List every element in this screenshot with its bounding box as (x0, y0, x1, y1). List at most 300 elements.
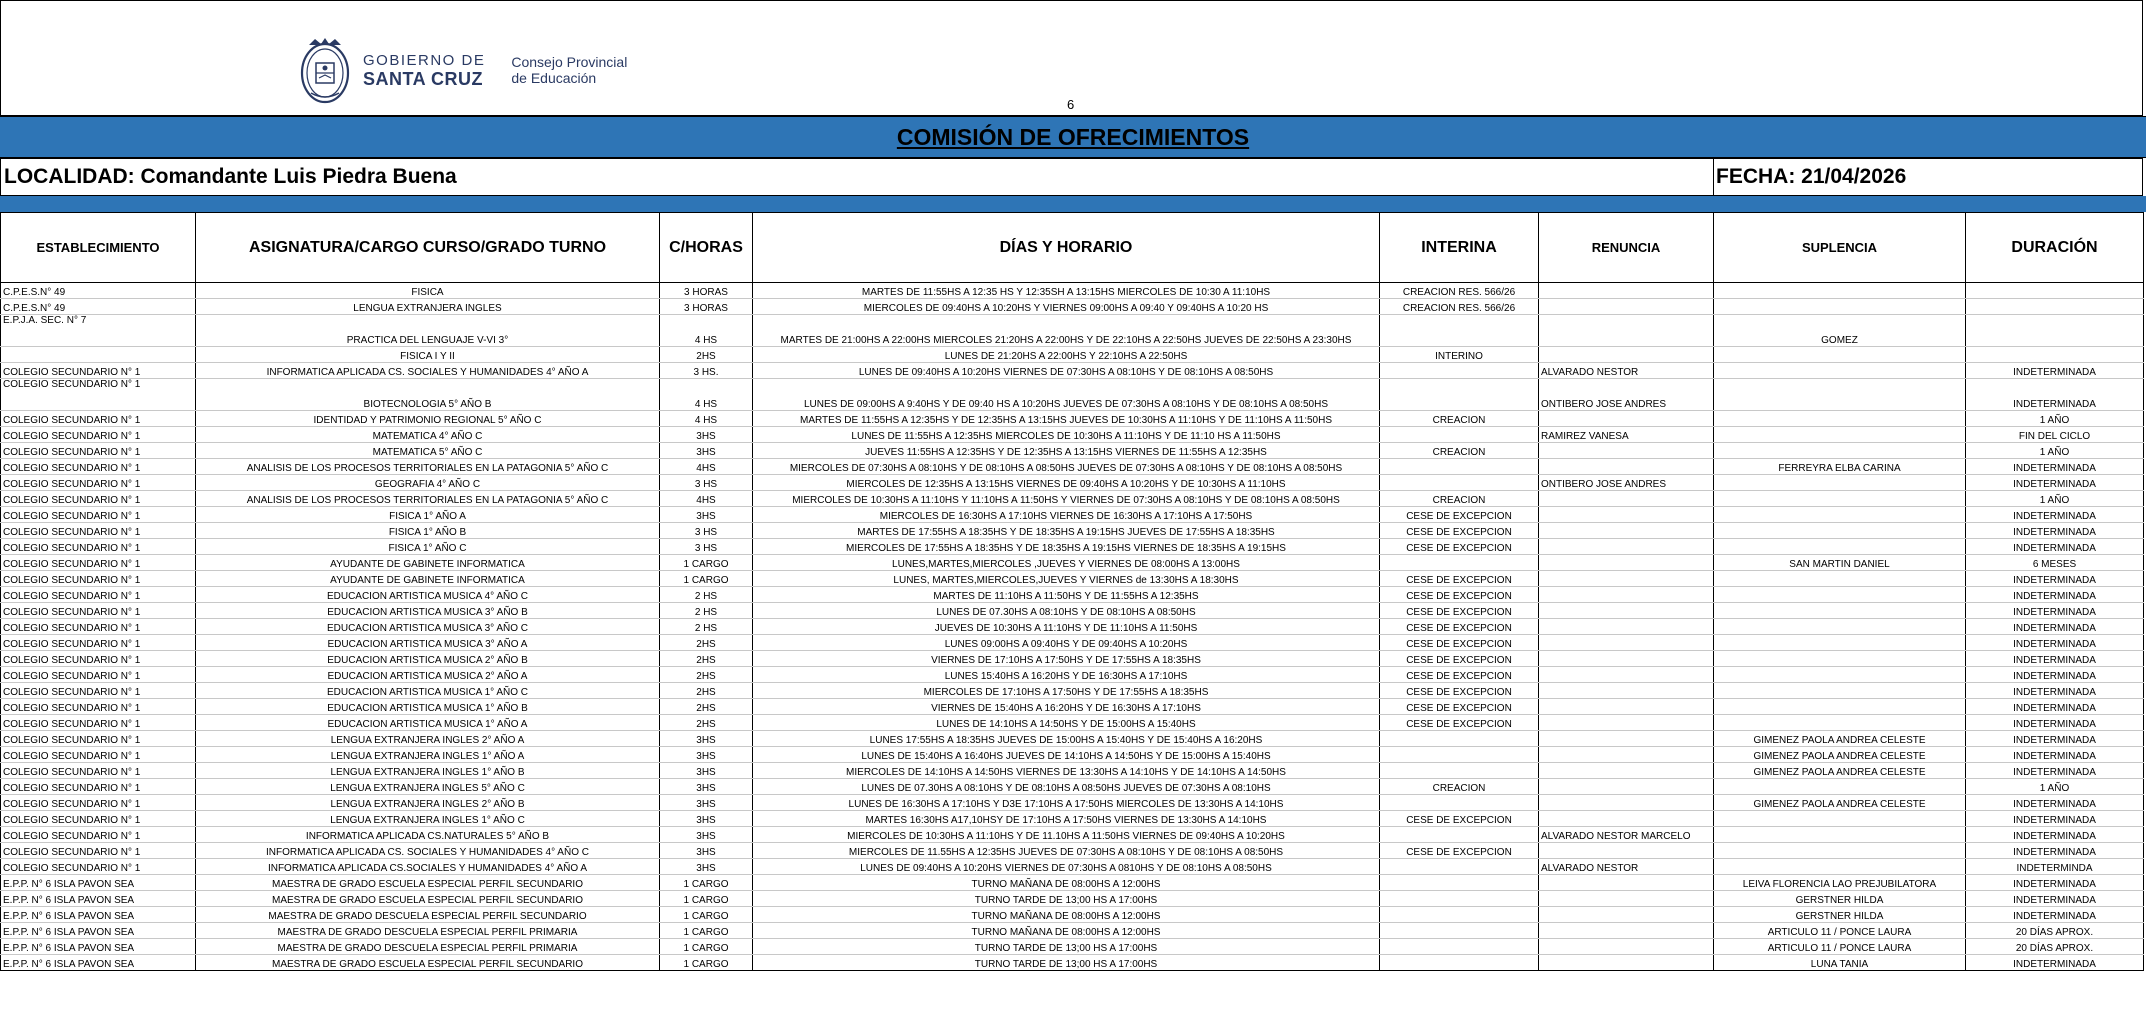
interina-cell (1380, 363, 1539, 379)
suplencia-cell (1714, 587, 1966, 603)
asignatura-cell: FISICA 1° AÑO A (196, 507, 660, 523)
table-row (1, 491, 2144, 507)
suplencia-cell: GERSTNER HILDA (1714, 907, 1966, 923)
column-header: C/HORAS (660, 213, 753, 283)
renuncia-cell: ALVARADO NESTOR (1539, 363, 1714, 379)
horario-cell: LUNES DE 09:00HS A 9:40HS Y DE 09:40 HS A 10:20HS JUEVES DE 07:30HS A 08:10HS Y DE 08:10HS A 08:50HS (753, 379, 1380, 411)
suplencia-cell (1714, 427, 1966, 443)
horas-cell: 3 HS. (660, 363, 753, 379)
table-row (1, 363, 2144, 379)
suplencia-cell (1714, 283, 1966, 299)
suplencia-cell (1714, 651, 1966, 667)
establecimiento-cell: COLEGIO SECUNDARIO N° 1 (1, 603, 196, 619)
horas-cell: 3HS (660, 843, 753, 859)
horas-cell: 1 CARGO (660, 939, 753, 955)
gobierno-line1: GOBIERNO DE (363, 52, 486, 69)
renuncia-cell (1539, 747, 1714, 763)
duracion-cell: INDETERMINADA (1966, 475, 2144, 491)
horario-cell: MARTES DE 21:00HS A 22:00HS MIERCOLES 21:20HS A 22:00HS Y DE 22:10HS A 22:50HS JUEVES DE 22:50HS A 23:30HS (753, 315, 1380, 347)
table-row (1, 315, 2144, 347)
table-row (1, 619, 2144, 635)
suplencia-cell (1714, 523, 1966, 539)
horario-cell: LUNES DE 15:40HS A 16:40HS JUEVES DE 14:10HS A 14:50HS Y DE 15:00HS A 15:40HS (753, 747, 1380, 763)
horas-cell: 3HS (660, 507, 753, 523)
suplencia-cell (1714, 827, 1966, 843)
horario-cell: MARTES DE 17:55HS A 18:35HS Y DE 18:35HS A 19:15HS JUEVES DE 17:55HS A 18:35HS (753, 523, 1380, 539)
table-row (1, 283, 2144, 299)
asignatura-cell: ANALISIS DE LOS PROCESOS TERRITORIALES EN LA PATAGONIA 5° AÑO C (196, 491, 660, 507)
renuncia-cell: RAMIREZ VANESA (1539, 427, 1714, 443)
duracion-cell: INDETERMINADA (1966, 731, 2144, 747)
horas-cell: 3HS (660, 779, 753, 795)
horario-cell: MIERCOLES DE 07:30HS A 08:10HS Y DE 08:10HS A 08:50HS JUEVES DE 07:30HS A 08:10HS Y DE 08:10HS A 08:50HS (753, 459, 1380, 475)
horario-cell: MIERCOLES DE 12:35HS A 13:15HS VIERNES DE 09:40HS A 10:20HS Y DE 10:30HS A 11:10HS (753, 475, 1380, 491)
table-row (1, 811, 2144, 827)
interina-cell (1380, 315, 1539, 347)
table-row (1, 939, 2144, 955)
interina-cell (1380, 427, 1539, 443)
horas-cell: 1 CARGO (660, 955, 753, 971)
suplencia-cell: GIMENEZ PAOLA ANDREA CELESTE (1714, 747, 1966, 763)
table-row (1, 523, 2144, 539)
establecimiento-cell: COLEGIO SECUNDARIO N° 1 (1, 523, 196, 539)
asignatura-cell: EDUCACION ARTISTICA MUSICA 4° AÑO C (196, 587, 660, 603)
renuncia-cell (1539, 571, 1714, 587)
column-header: DURACIÓN (1966, 213, 2144, 283)
asignatura-cell: LENGUA EXTRANJERA INGLES 2° AÑO A (196, 731, 660, 747)
horario-cell: TURNO MAÑANA DE 08:00HS A 12:00HS (753, 875, 1380, 891)
establecimiento-cell: COLEGIO SECUNDARIO N° 1 (1, 683, 196, 699)
renuncia-cell (1539, 699, 1714, 715)
horario-cell: MIERCOLES DE 11.55HS A 12:35HS JUEVES DE 07:30HS A 08:10HS Y DE 08:10HS A 08:50HS (753, 843, 1380, 859)
interina-cell (1380, 379, 1539, 411)
establecimiento-cell: COLEGIO SECUNDARIO N° 1 (1, 667, 196, 683)
interina-cell: CESE DE EXCEPCION (1380, 843, 1539, 859)
renuncia-cell (1539, 651, 1714, 667)
suplencia-cell (1714, 347, 1966, 363)
establecimiento-cell: E.P.P. N° 6 ISLA PAVON SEA (1, 875, 196, 891)
suplencia-cell (1714, 491, 1966, 507)
asignatura-cell: BIOTECNOLOGIA 5° AÑO B (196, 379, 660, 411)
asignatura-cell: MAESTRA DE GRADO DESCUELA ESPECIAL PERFIL PRIMARIA (196, 939, 660, 955)
table-row (1, 603, 2144, 619)
duracion-cell (1966, 315, 2144, 347)
interina-cell: CESE DE EXCEPCION (1380, 571, 1539, 587)
table-row (1, 779, 2144, 795)
suplencia-cell (1714, 539, 1966, 555)
establecimiento-cell: COLEGIO SECUNDARIO N° 1 (1, 811, 196, 827)
renuncia-cell (1539, 635, 1714, 651)
renuncia-cell (1539, 795, 1714, 811)
establecimiento-cell: COLEGIO SECUNDARIO N° 1 (1, 571, 196, 587)
suplencia-cell (1714, 363, 1966, 379)
suplencia-cell: GERSTNER HILDA (1714, 891, 1966, 907)
renuncia-cell (1539, 683, 1714, 699)
establecimiento-cell: E.P.J.A. SEC. N° 7 (1, 315, 196, 347)
horas-cell: 3HS (660, 731, 753, 747)
renuncia-cell (1539, 779, 1714, 795)
duracion-cell: INDETERMINADA (1966, 507, 2144, 523)
suplencia-cell (1714, 779, 1966, 795)
horario-cell: MIERCOLES DE 17:55HS A 18:35HS Y DE 18:35HS A 19:15HS VIERNES DE 18:35HS A 19:15HS (753, 539, 1380, 555)
table-header-row (1, 213, 2144, 283)
horas-cell: 3 HORAS (660, 299, 753, 315)
duracion-cell: INDETERMINADA (1966, 523, 2144, 539)
interina-cell: CESE DE EXCEPCION (1380, 603, 1539, 619)
renuncia-cell (1539, 315, 1714, 347)
horario-cell: LUNES 17:55HS A 18:35HS JUEVES DE 15:00HS A 15:40HS Y DE 15:40HS A 16:20HS (753, 731, 1380, 747)
establecimiento-cell: C.P.E.S.N° 49 (1, 299, 196, 315)
horas-cell: 2HS (660, 651, 753, 667)
table-row (1, 699, 2144, 715)
table-row (1, 459, 2144, 475)
establecimiento-cell: E.P.P. N° 6 ISLA PAVON SEA (1, 907, 196, 923)
establecimiento-cell: E.P.P. N° 6 ISLA PAVON SEA (1, 939, 196, 955)
horario-cell: TURNO TARDE DE 13;00 HS A 17:00HS (753, 891, 1380, 907)
horas-cell: 3HS (660, 763, 753, 779)
suplencia-cell (1714, 715, 1966, 731)
duracion-cell: INDETERMINADA (1966, 891, 2144, 907)
duracion-cell (1966, 283, 2144, 299)
table-row (1, 907, 2144, 923)
horario-cell: LUNES, MARTES,MIERCOLES,JUEVES Y VIERNES de 13:30HS A 18:30HS (753, 571, 1380, 587)
establecimiento-cell: E.P.P. N° 6 ISLA PAVON SEA (1, 891, 196, 907)
horas-cell: 3 HS (660, 523, 753, 539)
table-row (1, 715, 2144, 731)
asignatura-cell: FISICA 1° AÑO B (196, 523, 660, 539)
gobierno-line2: SANTA CRUZ (363, 69, 483, 89)
suplencia-cell: GIMENEZ PAOLA ANDREA CELESTE (1714, 731, 1966, 747)
suplencia-cell: LEIVA FLORENCIA LAO PREJUBILATORA (1714, 875, 1966, 891)
suplencia-cell (1714, 571, 1966, 587)
interina-cell (1380, 923, 1539, 939)
renuncia-cell (1539, 843, 1714, 859)
duracion-cell: FIN DEL CICLO (1966, 427, 2144, 443)
interina-cell: CESE DE EXCEPCION (1380, 539, 1539, 555)
duracion-cell: INDETERMINADA (1966, 715, 2144, 731)
horario-cell: JUEVES 11:55HS A 12:35HS Y DE 12:35HS A 13:15HS VIERNES DE 11:55HS A 12:35HS (753, 443, 1380, 459)
interina-cell (1380, 731, 1539, 747)
table-row (1, 683, 2144, 699)
asignatura-cell: LENGUA EXTRANJERA INGLES 1° AÑO B (196, 763, 660, 779)
duracion-cell: 1 AÑO (1966, 443, 2144, 459)
horas-cell: 2 HS (660, 587, 753, 603)
duracion-cell: INDETERMINADA (1966, 875, 2144, 891)
table-row (1, 635, 2144, 651)
localidad-label: LOCALIDAD: Comandante Luis Piedra Buena (4, 165, 457, 188)
asignatura-cell: MAESTRA DE GRADO DESCUELA ESPECIAL PERFIL SECUNDARIO (196, 907, 660, 923)
interina-cell (1380, 907, 1539, 923)
duracion-cell: INDETERMINADA (1966, 747, 2144, 763)
duracion-cell: INDETERMINADA (1966, 587, 2144, 603)
horario-cell: LUNES DE 07.30HS A 08:10HS Y DE 08:10HS A 08:50HS JUEVES DE 07:30HS A 08:10HS (753, 779, 1380, 795)
establecimiento-cell: COLEGIO SECUNDARIO N° 1 (1, 475, 196, 491)
consejo-line1: Consejo Provincial (511, 54, 628, 70)
interina-cell (1380, 555, 1539, 571)
horas-cell: 2HS (660, 667, 753, 683)
table-row (1, 443, 2144, 459)
asignatura-cell: FISICA (196, 283, 660, 299)
horas-cell: 3HS (660, 811, 753, 827)
asignatura-cell: LENGUA EXTRANJERA INGLES 2° AÑO B (196, 795, 660, 811)
establecimiento-cell: COLEGIO SECUNDARIO N° 1 (1, 555, 196, 571)
renuncia-cell (1539, 715, 1714, 731)
duracion-cell: 1 AÑO (1966, 491, 2144, 507)
horario-cell: LUNES DE 14:10HS A 14:50HS Y DE 15:00HS A 15:40HS (753, 715, 1380, 731)
asignatura-cell: LENGUA EXTRANJERA INGLES 1° AÑO A (196, 747, 660, 763)
interina-cell: CESE DE EXCEPCION (1380, 619, 1539, 635)
interina-cell: CESE DE EXCEPCION (1380, 667, 1539, 683)
interina-cell: INTERINO (1380, 347, 1539, 363)
renuncia-cell (1539, 523, 1714, 539)
blue-divider (0, 196, 2146, 212)
renuncia-cell: ALVARADO NESTOR (1539, 859, 1714, 875)
horas-cell: 3HS (660, 859, 753, 875)
interina-cell: CESE DE EXCEPCION (1380, 587, 1539, 603)
interina-cell: CESE DE EXCEPCION (1380, 651, 1539, 667)
asignatura-cell: INFORMATICA APLICADA CS.NATURALES 5° AÑO B (196, 827, 660, 843)
horas-cell: 2HS (660, 683, 753, 699)
renuncia-cell (1539, 907, 1714, 923)
table-row (1, 411, 2144, 427)
duracion-cell: INDETERMINADA (1966, 955, 2144, 971)
establecimiento-cell: COLEGIO SECUNDARIO N° 1 (1, 491, 196, 507)
table-row (1, 923, 2144, 939)
duracion-cell: INDETERMINADA (1966, 459, 2144, 475)
horas-cell: 1 CARGO (660, 875, 753, 891)
horas-cell: 3 HS (660, 539, 753, 555)
horario-cell: LUNES,MARTES,MIERCOLES ,JUEVES Y VIERNES DE 08:00HS A 13:00HS (753, 555, 1380, 571)
asignatura-cell: GEOGRAFIA 4° AÑO C (196, 475, 660, 491)
establecimiento-cell: COLEGIO SECUNDARIO N° 1 (1, 411, 196, 427)
horas-cell: 3HS (660, 443, 753, 459)
asignatura-cell: INFORMATICA APLICADA CS.SOCIALES Y HUMANIDADES 4° AÑO A (196, 859, 660, 875)
table-row (1, 379, 2144, 411)
horario-cell: MARTES 16:30HS A17,10HSY DE 17:10HS A 17:50HS VIERNES DE 13:30HS A 14:10HS (753, 811, 1380, 827)
duracion-cell: INDETERMINADA (1966, 683, 2144, 699)
duracion-cell: 20 DÍAS APROX. (1966, 939, 2144, 955)
interina-cell: CESE DE EXCEPCION (1380, 635, 1539, 651)
table-row (1, 507, 2144, 523)
suplencia-cell (1714, 379, 1966, 411)
duracion-cell: 6 MESES (1966, 555, 2144, 571)
table-row (1, 731, 2144, 747)
consejo-line2: de Educación (511, 70, 597, 86)
horas-cell: 3 HS (660, 475, 753, 491)
table-row (1, 795, 2144, 811)
duracion-cell: 20 DÍAS APROX. (1966, 923, 2144, 939)
renuncia-cell (1539, 443, 1714, 459)
government-logo (299, 35, 627, 105)
duracion-cell: INDETERMINADA (1966, 379, 2144, 411)
asignatura-cell: PRACTICA DEL LENGUAJE V-VI 3° (196, 315, 660, 347)
table-row (1, 475, 2144, 491)
duracion-cell: INDETERMINADA (1966, 763, 2144, 779)
establecimiento-cell: COLEGIO SECUNDARIO N° 1 (1, 699, 196, 715)
interina-cell: CREACION RES. 566/26 (1380, 283, 1539, 299)
renuncia-cell (1539, 459, 1714, 475)
suplencia-cell (1714, 475, 1966, 491)
establecimiento-cell: COLEGIO SECUNDARIO N° 1 (1, 459, 196, 475)
asignatura-cell: MAESTRA DE GRADO ESCUELA ESPECIAL PERFIL SECUNDARIO (196, 891, 660, 907)
horario-cell: LUNES DE 16:30HS A 17:10HS Y D3E 17:10HS A 17:50HS MIERCOLES DE 13:30HS A 14:10HS (753, 795, 1380, 811)
horario-cell: TURNO TARDE DE 13;00 HS A 17:00HS (753, 955, 1380, 971)
renuncia-cell (1539, 603, 1714, 619)
establecimiento-cell: COLEGIO SECUNDARIO N° 1 (1, 427, 196, 443)
suplencia-cell (1714, 603, 1966, 619)
table-row (1, 347, 2144, 363)
horas-cell: 3HS (660, 795, 753, 811)
renuncia-cell (1539, 875, 1714, 891)
asignatura-cell: EDUCACION ARTISTICA MUSICA 3° AÑO C (196, 619, 660, 635)
duracion-cell: INDETERMINADA (1966, 699, 2144, 715)
renuncia-cell (1539, 539, 1714, 555)
table-row (1, 843, 2144, 859)
suplencia-cell (1714, 635, 1966, 651)
table-row (1, 667, 2144, 683)
horas-cell: 1 CARGO (660, 907, 753, 923)
suplencia-cell (1714, 843, 1966, 859)
duracion-cell: INDETERMINADA (1966, 795, 2144, 811)
establecimiento-cell (1, 347, 196, 363)
horas-cell: 1 CARGO (660, 891, 753, 907)
renuncia-cell (1539, 763, 1714, 779)
table-row (1, 539, 2144, 555)
asignatura-cell: EDUCACION ARTISTICA MUSICA 2° AÑO B (196, 651, 660, 667)
column-header: RENUNCIA (1539, 213, 1714, 283)
establecimiento-cell: COLEGIO SECUNDARIO N° 1 (1, 859, 196, 875)
horario-cell: MARTES DE 11:55HS A 12:35HS Y DE 12:35HS A 13:15HS JUEVES DE 10:30HS A 11:10HS Y DE 11:10HS A 11:50HS (753, 411, 1380, 427)
duracion-cell: INDETERMINADA (1966, 619, 2144, 635)
column-header: INTERINA (1380, 213, 1539, 283)
horario-cell: LUNES DE 21:20HS A 22:00HS Y 22:10HS A 22:50HS (753, 347, 1380, 363)
interina-cell (1380, 891, 1539, 907)
interina-cell (1380, 875, 1539, 891)
establecimiento-cell: COLEGIO SECUNDARIO N° 1 (1, 795, 196, 811)
table-row (1, 747, 2144, 763)
horas-cell: 2HS (660, 715, 753, 731)
table-row (1, 875, 2144, 891)
renuncia-cell (1539, 939, 1714, 955)
renuncia-cell (1539, 491, 1714, 507)
table-row (1, 955, 2144, 971)
asignatura-cell: EDUCACION ARTISTICA MUSICA 3° AÑO A (196, 635, 660, 651)
renuncia-cell: ONTIBERO JOSE ANDRES (1539, 379, 1714, 411)
establecimiento-cell: COLEGIO SECUNDARIO N° 1 (1, 363, 196, 379)
suplencia-cell: FERREYRA ELBA CARINA (1714, 459, 1966, 475)
interina-cell (1380, 475, 1539, 491)
asignatura-cell: EDUCACION ARTISTICA MUSICA 3° AÑO B (196, 603, 660, 619)
establecimiento-cell: COLEGIO SECUNDARIO N° 1 (1, 747, 196, 763)
horas-cell: 2 HS (660, 603, 753, 619)
establecimiento-cell: COLEGIO SECUNDARIO N° 1 (1, 763, 196, 779)
table-row (1, 555, 2144, 571)
duracion-cell: INDETERMINADA (1966, 571, 2144, 587)
renuncia-cell: ONTIBERO JOSE ANDRES (1539, 475, 1714, 491)
location-row (0, 158, 2143, 196)
establecimiento-cell: COLEGIO SECUNDARIO N° 1 (1, 843, 196, 859)
horario-cell: MIERCOLES DE 09:40HS A 10:20HS Y VIERNES 09:00HS A 09:40 Y 09:40HS A 10:20 HS (753, 299, 1380, 315)
column-header: SUPLENCIA (1714, 213, 1966, 283)
table-row (1, 651, 2144, 667)
table-row (1, 427, 2144, 443)
horario-cell: MIERCOLES DE 16:30HS A 17:10HS VIERNES DE 16:30HS A 17:10HS A 17:50HS (753, 507, 1380, 523)
horas-cell: 4HS (660, 491, 753, 507)
suplencia-cell (1714, 619, 1966, 635)
asignatura-cell: LENGUA EXTRANJERA INGLES 1° AÑO C (196, 811, 660, 827)
asignatura-cell: AYUDANTE DE GABINETE INFORMATICA (196, 571, 660, 587)
renuncia-cell (1539, 667, 1714, 683)
duracion-cell: 1 AÑO (1966, 411, 2144, 427)
renuncia-cell (1539, 923, 1714, 939)
asignatura-cell: INFORMATICA APLICADA CS. SOCIALES Y HUMANIDADES 4° AÑO C (196, 843, 660, 859)
horario-cell: LUNES DE 07.30HS A 08:10HS Y DE 08:10HS A 08:50HS (753, 603, 1380, 619)
horas-cell: 1 CARGO (660, 555, 753, 571)
interina-cell (1380, 763, 1539, 779)
horario-cell: VIERNES DE 15:40HS A 16:20HS Y DE 16:30HS A 17:10HS (753, 699, 1380, 715)
horas-cell: 2HS (660, 347, 753, 363)
horario-cell: TURNO MAÑANA DE 08:00HS A 12:00HS (753, 907, 1380, 923)
establecimiento-cell: COLEGIO SECUNDARIO N° 1 (1, 731, 196, 747)
horas-cell: 1 CARGO (660, 571, 753, 587)
renuncia-cell (1539, 347, 1714, 363)
duracion-cell: INDETERMINADA (1966, 907, 2144, 923)
interina-cell: CESE DE EXCEPCION (1380, 507, 1539, 523)
asignatura-cell: FISICA I Y II (196, 347, 660, 363)
establecimiento-cell: COLEGIO SECUNDARIO N° 1 (1, 619, 196, 635)
horario-cell: MIERCOLES DE 14:10HS A 14:50HS VIERNES DE 13:30HS A 14:10HS Y DE 14:10HS A 14:50HS (753, 763, 1380, 779)
interina-cell (1380, 747, 1539, 763)
asignatura-cell: LENGUA EXTRANJERA INGLES (196, 299, 660, 315)
title-banner (0, 116, 2146, 158)
suplencia-cell (1714, 667, 1966, 683)
horas-cell: 3HS (660, 747, 753, 763)
duracion-cell: 1 AÑO (1966, 779, 2144, 795)
interina-cell: CESE DE EXCEPCION (1380, 683, 1539, 699)
renuncia-cell (1539, 411, 1714, 427)
duracion-cell: INDETERMINADA (1966, 635, 2144, 651)
horario-cell: LUNES DE 09:40HS A 10:20HS VIERNES DE 07:30HS A 0810HS Y DE 08:10HS A 08:50HS (753, 859, 1380, 875)
renuncia-cell (1539, 731, 1714, 747)
horario-cell: LUNES DE 11:55HS A 12:35HS MIERCOLES DE 10:30HS A 11:10HS Y DE 11:10 HS A 11:50HS (753, 427, 1380, 443)
interina-cell: CREACION (1380, 779, 1539, 795)
interina-cell: CREACION (1380, 491, 1539, 507)
duracion-cell: INDETERMINADA (1966, 539, 2144, 555)
horario-cell: TURNO TARDE DE 13;00 HS A 17:00HS (753, 939, 1380, 955)
column-header: ESTABLECIMIENTO (1, 213, 196, 283)
asignatura-cell: MAESTRA DE GRADO ESCUELA ESPECIAL PERFIL SECUNDARIO (196, 955, 660, 971)
asignatura-cell: IDENTIDAD Y PATRIMONIO REGIONAL 5° AÑO C (196, 411, 660, 427)
horario-cell: MARTES DE 11:10HS A 11:50HS Y DE 11:55HS A 12:35HS (753, 587, 1380, 603)
horas-cell: 4 HS (660, 315, 753, 347)
interina-cell (1380, 939, 1539, 955)
duracion-cell: INDETERMINADA (1966, 651, 2144, 667)
horario-cell: TURNO MAÑANA DE 08:00HS A 12:00HS (753, 923, 1380, 939)
establecimiento-cell: E.P.P. N° 6 ISLA PAVON SEA (1, 955, 196, 971)
suplencia-cell (1714, 443, 1966, 459)
establecimiento-cell: COLEGIO SECUNDARIO N° 1 (1, 827, 196, 843)
table-row (1, 891, 2144, 907)
gobierno-wordmark (363, 51, 485, 89)
interina-cell: CREACION RES. 566/26 (1380, 299, 1539, 315)
suplencia-cell (1714, 299, 1966, 315)
interina-cell: CESE DE EXCEPCION (1380, 811, 1539, 827)
duracion-cell: INDETERMINADA (1966, 603, 2144, 619)
renuncia-cell (1539, 299, 1714, 315)
interina-cell (1380, 859, 1539, 875)
asignatura-cell: FISICA 1° AÑO C (196, 539, 660, 555)
renuncia-cell (1539, 283, 1714, 299)
